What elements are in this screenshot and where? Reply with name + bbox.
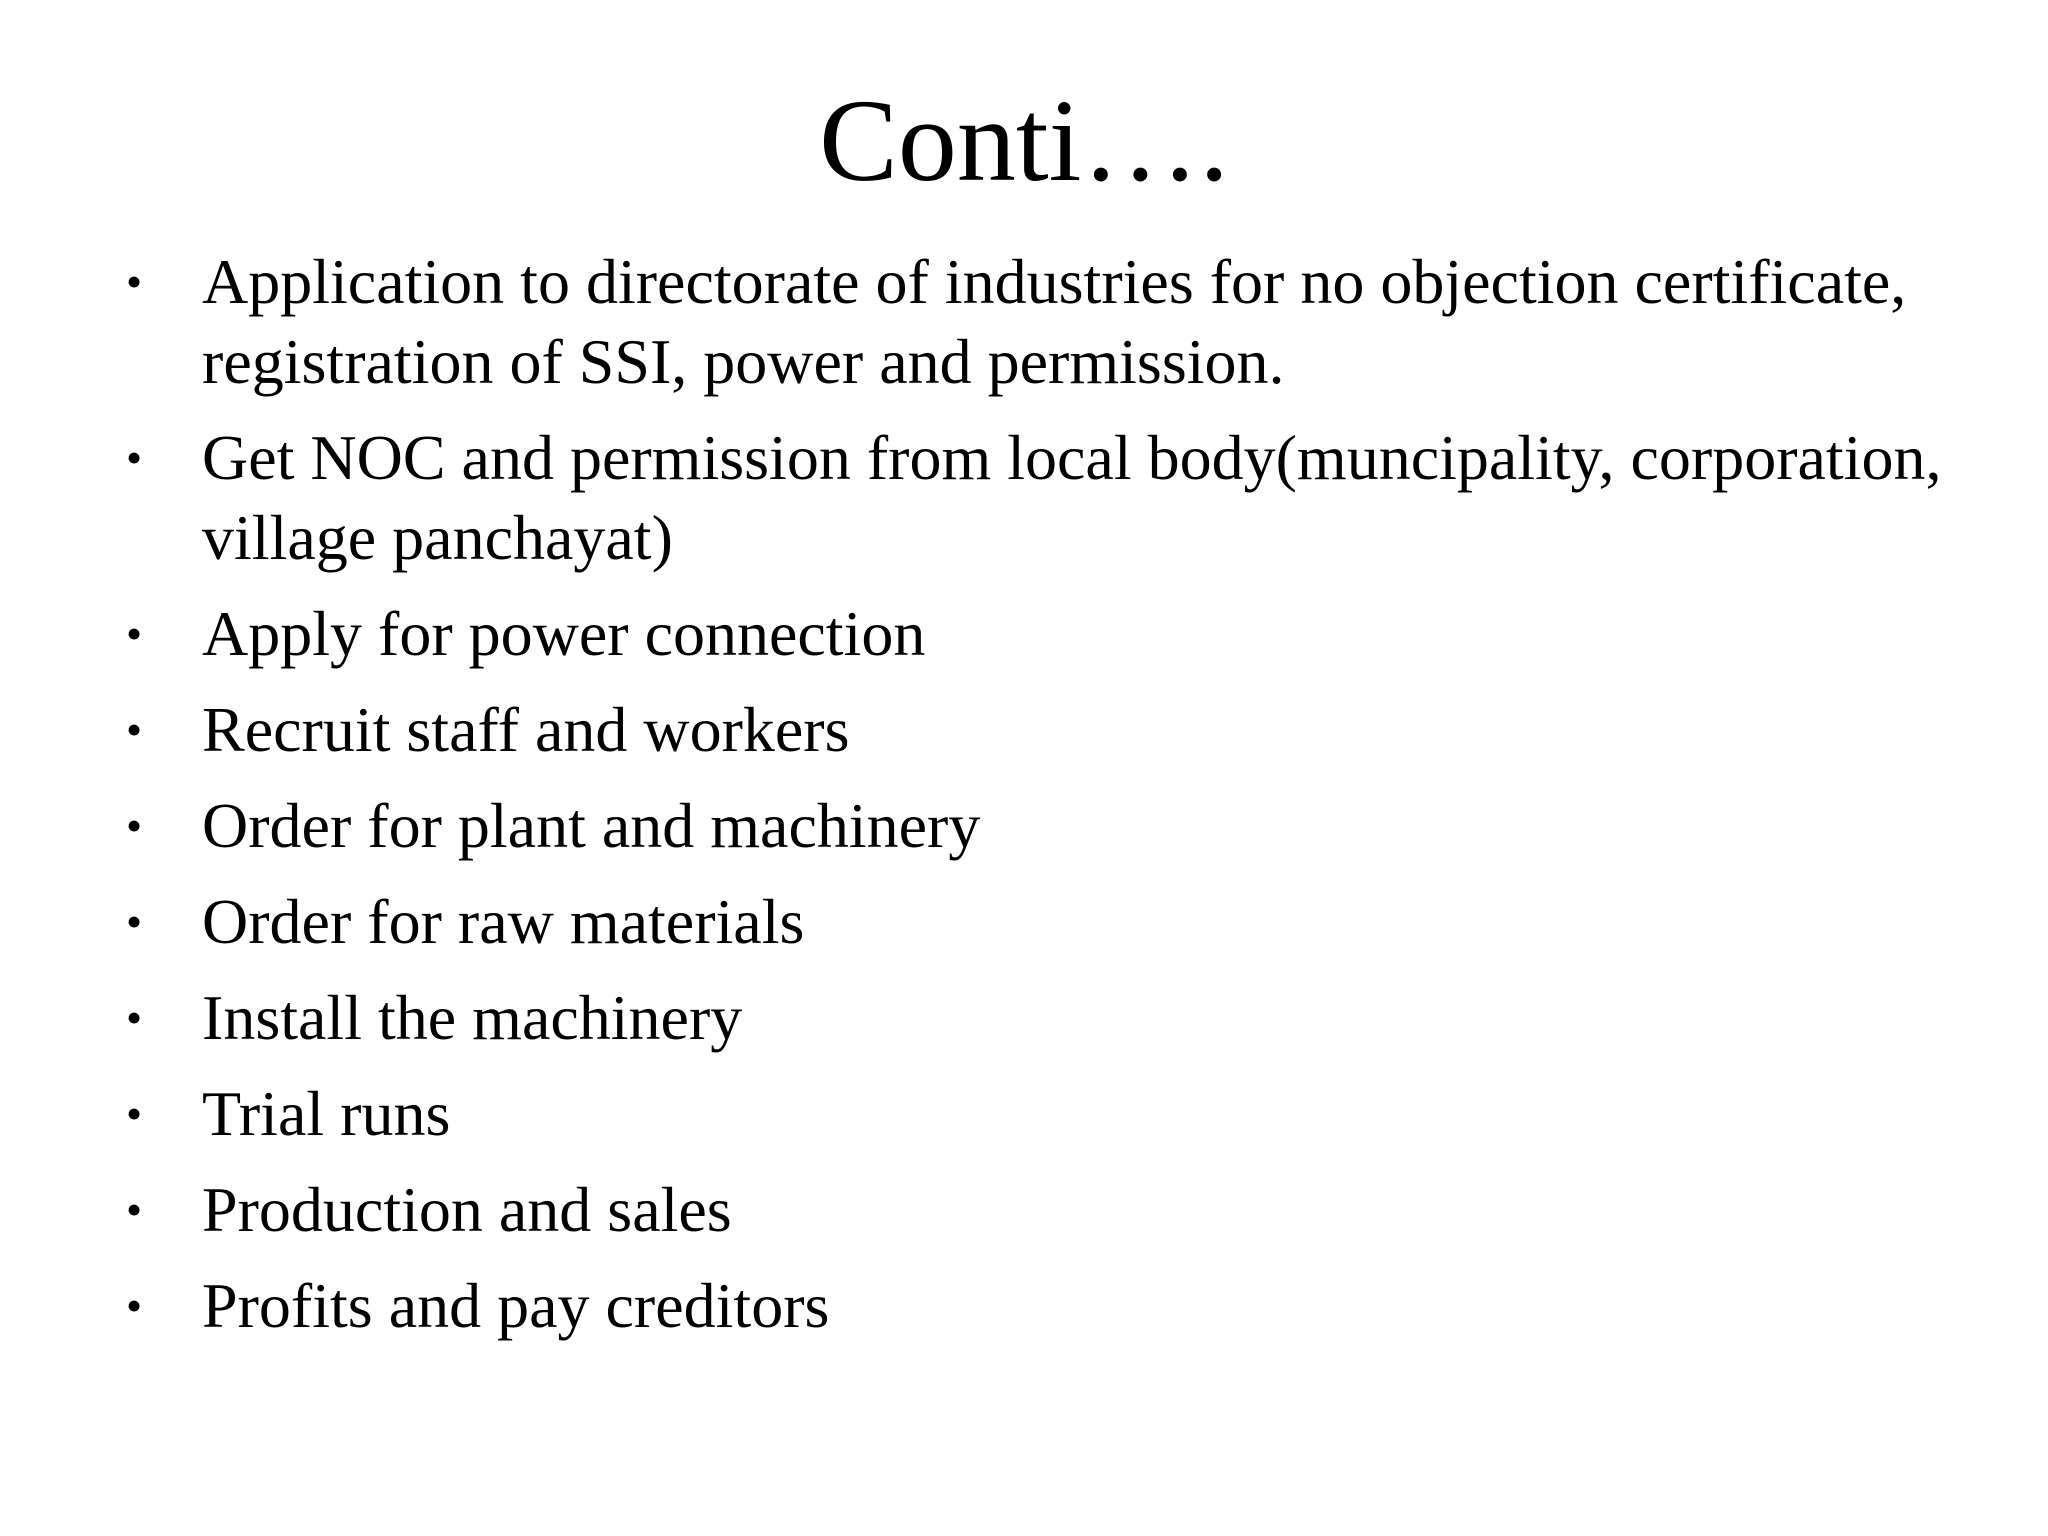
bullet-item: [126, 882, 1976, 962]
bullet-list: [126, 242, 1976, 1362]
bullet-dot-icon: •: [126, 1088, 143, 1139]
bullet-item: [126, 786, 1976, 866]
bullet-text: Apply for power connection: [202, 598, 926, 669]
bullet-dot-icon: •: [126, 992, 143, 1043]
bullet-dot-icon: •: [126, 800, 143, 851]
bullet-item: [126, 242, 1976, 402]
bullet-dot-icon: •: [126, 608, 143, 659]
bullet-dot-icon: •: [126, 1280, 143, 1331]
bullet-text: Recruit staff and workers: [202, 694, 850, 765]
bullet-item: [126, 978, 1976, 1058]
bullet-dot-icon: •: [126, 256, 143, 307]
bullet-dot-icon: •: [126, 704, 143, 755]
bullet-dot-icon: •: [126, 896, 143, 947]
bullet-item: [126, 1074, 1976, 1154]
slide-title: Conti….: [819, 75, 1229, 206]
bullet-item: [126, 690, 1976, 770]
bullet-text: Get NOC and permission from local body(muncipality, corporation, village panchayat): [202, 422, 1942, 573]
bullet-item: [126, 418, 1976, 578]
bullet-text: Order for plant and machinery: [202, 790, 981, 861]
bullet-dot-icon: •: [126, 1184, 143, 1235]
bullet-dot-icon: •: [126, 432, 143, 483]
bullet-text: Profits and pay creditors: [202, 1270, 830, 1341]
bullet-text: Install the machinery: [202, 982, 743, 1053]
bullet-text: Trial runs: [202, 1078, 451, 1149]
bullet-text: Production and sales: [202, 1174, 732, 1245]
bullet-item: [126, 594, 1976, 674]
bullet-text: Application to directorate of industries for no objection certificate, registration of SSI, power and permission.: [202, 246, 1907, 397]
bullet-item: [126, 1266, 1976, 1346]
bullet-item: [126, 1170, 1976, 1250]
bullet-text: Order for raw materials: [202, 886, 805, 957]
